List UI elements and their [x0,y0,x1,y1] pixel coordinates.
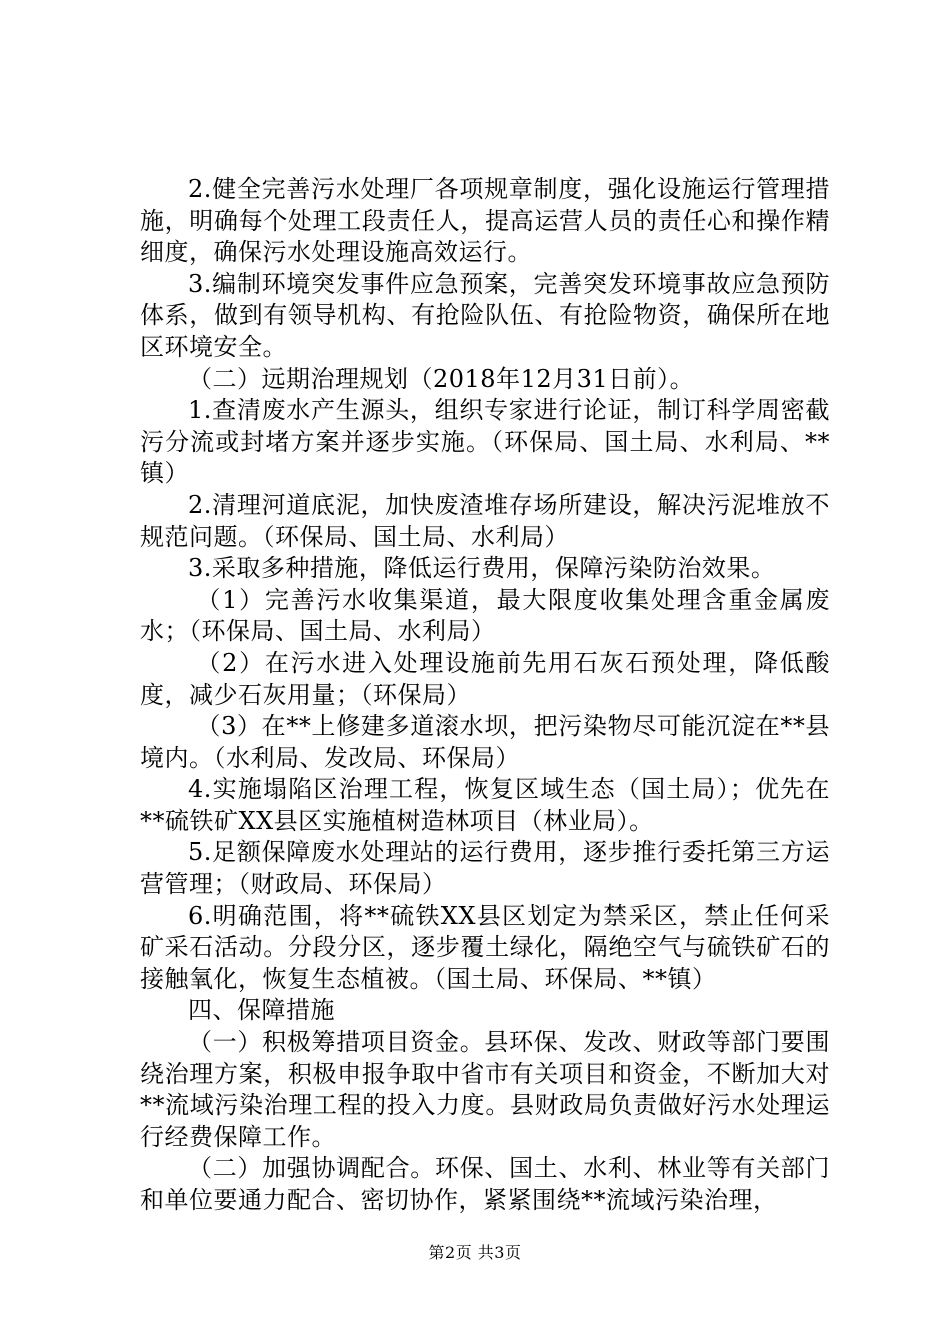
paragraph: 1.查清废水产生源头，组织专家进行论证，制订科学周密截污分流或封堵方案并逐步实施。（环保局、国土局、水利局、**镇） [140,396,830,488]
paragraph: （3）在**上修建多道滚水坝，把污染物尽可能沉淀在**县境内。（水利局、发改局、环保局） [140,712,830,772]
paragraph: 3.采取多种措施，降低运行费用，保障污染防治效果。 [188,554,776,583]
paragraph: 5.足额保障废水处理站的运行费用，逐步推行委托第三方运营管理；（财政局、环保局） [140,838,830,899]
paragraph: （2）在污水进入处理设施前先用石灰石预处理，降低酸度，减少石灰用量；（环保局） [140,648,830,709]
paragraph: 2.清理河道底泥，加快废渣堆存场所建设，解决污泥堆放不规范问题。（环保局、国土局、水利局） [140,490,830,551]
paragraph: 6.明确范围，将**硫铁XX县区划定为禁采区，禁止任何采矿采石活动。分段分区，逐步覆土绿化，隔绝空气与硫铁矿石的接触氧化，恢复生态植被。（国土局、环保局、**镇） [140,901,830,993]
section-heading: （二）远期治理规划（2018年12月31日前）。 [188,364,695,393]
paragraph: 4.实施塌陷区治理工程，恢复区域生态（国土局）；优先在**硫铁矿XX县区实施植树造林项目（林业局）。 [140,775,830,835]
paragraph: 3.编制环境突发事件应急预案，完善突发环境事故应急预防体系，做到有领导机构、有抢险队伍、有抢险物资，确保所在地区环境安全。 [140,269,830,361]
paragraph: （二）加强协调配合。环保、国土、水利、林业等有关部门和单位要通力配合、密切协作，紧紧围绕**流域污染治理， [140,1154,830,1214]
paragraph: 2.健全完善污水处理厂各项规章制度，强化设施运行管理措施，明确每个处理工段责任人，提高运营人员的责任心和操作精细度，确保污水处理设施高效运行。 [140,175,830,267]
section-heading: 四、保障措施 [188,996,335,1025]
document-body [140,174,830,1217]
page-number-footer: 第2页 共3页 [428,1243,522,1262]
paragraph: （一）积极筹措项目资金。县环保、发改、财政等部门要围绕治理方案，积极申报争取中省市有关项目和资金，不断加大对**流域污染治理工程的投入力度。县财政局负责做好污水处理运行经费保障工作。 [140,1028,830,1151]
paragraph: （1）完善污水收集渠道，最大限度收集处理含重金属废水；（环保局、国土局、水利局） [140,585,830,646]
